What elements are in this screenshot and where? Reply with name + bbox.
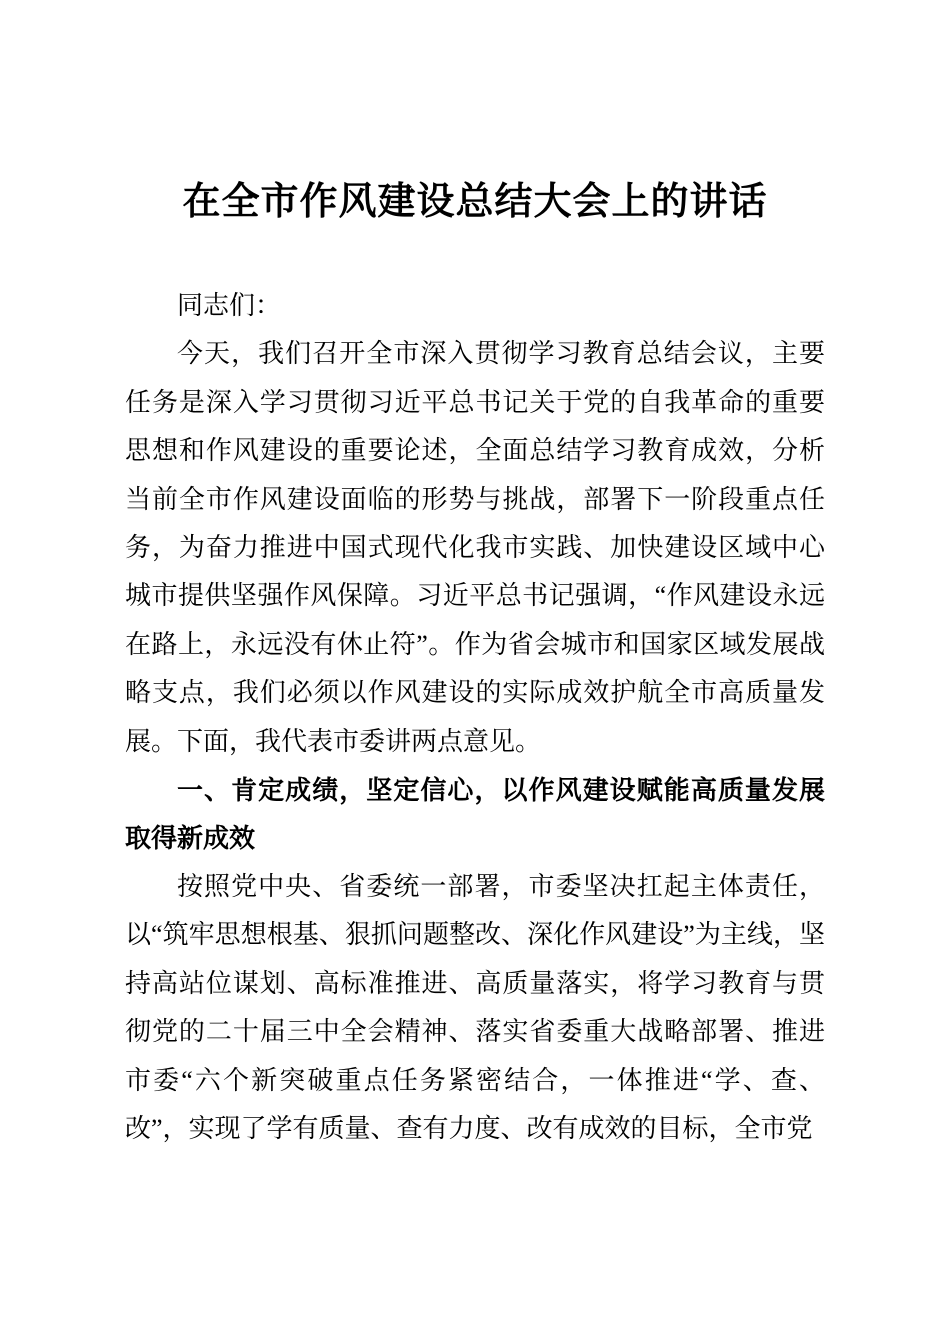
document-title: 在全市作风建设总结大会上的讲话 <box>182 181 768 223</box>
salutation: 同志们： <box>177 291 282 320</box>
paragraph-intro: 今天，我们召开全市深入贯彻学习教育总结会议，主要任务是深入学习贯彻习近平总书记关于党的自我革命的重要思想和作风建设的重要论述，全面总结学习教育成效，分析当前全市作风建设面临的形势与挑战，部署下一阶段重点任务，为奋力推进中国式现代化我市实践、加快建设区域中心城市提供坚强作风保障。习近平总书记强调，“作风建设永远在路上，永远没有休止符”。作为省会城市和国家区域发展战略支点，我们必须以作风建设的实际成效护航全市高质量发展。下面，我代表市委讲两点意见。 <box>125 339 825 756</box>
document-body <box>125 282 825 1153</box>
paragraph-achievements: 按照党中央、省委统一部署，市委坚决扛起主体责任，以“筑牢思想根基、狠抓问题整改、深化作风建设”为主线，坚持高站位谋划、高标准推进、高质量落实，将学习教育与贯彻党的二十届三中全会精神、落实省委重大战略部署、推进市委“六个新突破重点任务紧密结合，一体推进“学、查、改”，实现了学有质量、查有力度、改有成效的目标，全市党 <box>125 871 825 1143</box>
section-heading-1: 一、肯定成绩，坚定信心，以作风建设赋能高质量发展取得新成效 <box>125 775 825 854</box>
